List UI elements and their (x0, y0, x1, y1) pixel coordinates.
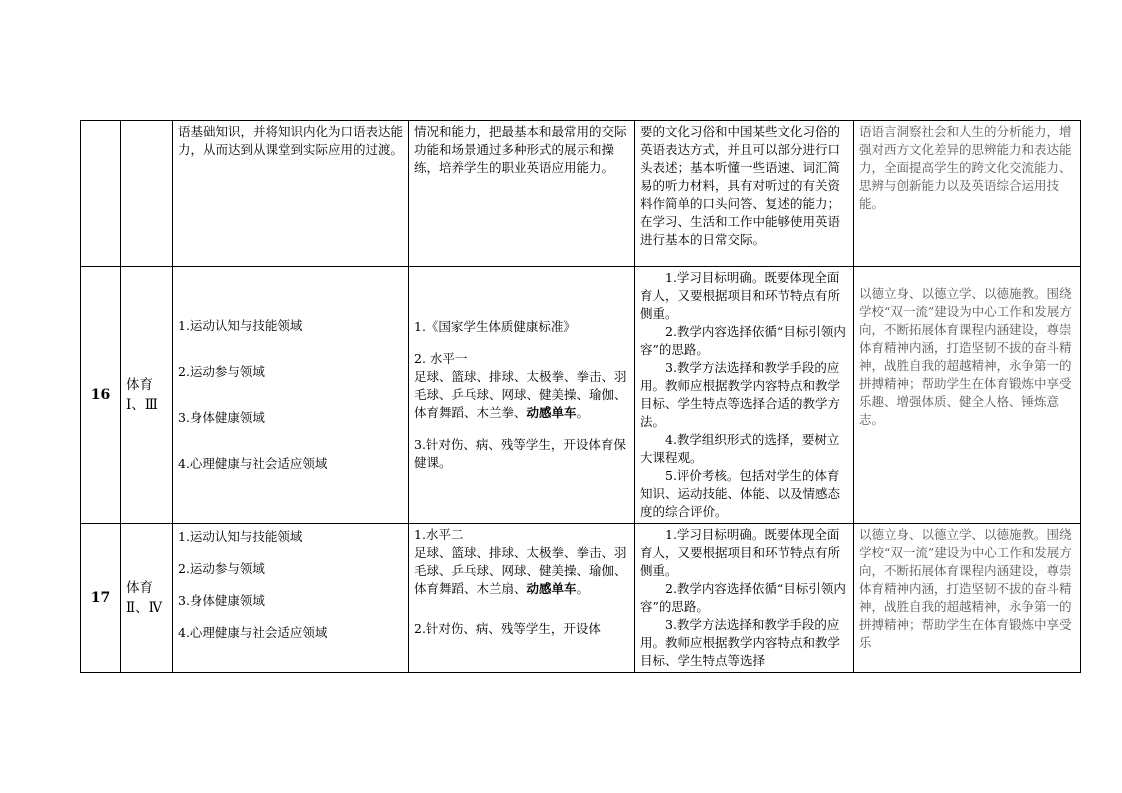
teaching-cell: 情况和能力，把最基本和最常用的交际功能和场景通过多种形式的展示和操练，培养学生的职业英语应用能力。 (409, 121, 635, 267)
teaching-item: 3.针对伤、病、残等学生，开设体育保健课。 (414, 437, 626, 470)
list-item: 1.学习目标明确。既要体现全面育人，又要根据项目和环节特点有所侧重。 (640, 527, 841, 578)
method-cell: 要的文化习俗和中国某些文化习俗的英语表达方式，并且可以部分进行口头表述；基本听懂一些语速、词汇简易的听力材料，具有对听过的有关资料作简单的口头问答、复述的能力；在学习、生活和工作中能够使用英语进行基本的日常交际。 (635, 121, 854, 267)
row-number: 16 (81, 267, 121, 524)
list-item: 2.教学内容选择依循“目标引领内容”的思路。 (640, 324, 846, 357)
content-cell: 语基础知识，并将知识内化为口语表达能力，从而达到从课堂到实际应用的过渡。 (173, 121, 409, 267)
list-item: 1.运动认知与技能领域 (178, 318, 303, 333)
curriculum-table (80, 120, 1081, 673)
teaching-item: 足球、篮球、排球、太极拳、拳击、羽毛球、乒乓球、网球、健美操、瑜伽、体育舞蹈、木兰扇、动感单车。 (414, 545, 627, 596)
course-name-line1: 体育 (126, 377, 153, 393)
course-name-line2: Ⅱ、Ⅳ (126, 600, 163, 616)
table-row (81, 267, 1081, 524)
list-item: 2.运动参与领域 (178, 561, 265, 576)
goal-cell: 语语言洞察社会和人生的分析能力，增强对西方文化差异的思辨能力和表达能力，全面提高学生的跨文化交流能力、思辨与创新能力以及英语综合运用技能。 (854, 121, 1081, 267)
highlight-text: 动感单车 (526, 405, 577, 420)
list-item: 2.教学内容选择依循“目标引领内容”的思路。 (640, 581, 846, 614)
teaching-item-title: 2. 水平一 (414, 351, 468, 366)
list-item: 3.教学方法选择和教学手段的应用。教师应根据教学内容特点和教学目标、学生特点等选择合适的教学方法。 (640, 360, 841, 429)
list-item: 2.运动参与领域 (178, 364, 265, 379)
list-item: 5.评价考核。包括对学生的体育知识、运动技能、体能、以及情感态度的综合评价。 (640, 468, 841, 519)
method-cell (635, 267, 854, 524)
list-item: 4.心理健康与社会适应领域 (178, 625, 328, 640)
course-name-line2: Ⅰ、Ⅲ (126, 397, 158, 413)
list-item: 1.运动认知与技能领域 (178, 529, 303, 544)
teaching-item: 2.针对伤、病、残等学生，开设体 (414, 621, 601, 636)
course-name-line1: 体育 (126, 580, 153, 596)
teaching-cell (409, 524, 635, 673)
method-cell (635, 524, 854, 673)
course-name (121, 524, 173, 673)
row-number: 17 (81, 524, 121, 673)
list-item: 3.教学方法选择和教学手段的应用。教师应根据教学内容特点和教学目标、学生特点等选择 (640, 617, 841, 668)
teaching-cell (409, 267, 635, 524)
course-name (121, 121, 173, 267)
goal-cell: 以德立身、以德立学、以德施教。围绕学校“双一流”建设为中心工作和发展方向，不断拓展体育课程内涵建设，尊崇体育精神内涵，打造坚韧不拔的奋斗精神，战胜自我的超越精神，永争第一的拼搏精神；帮助学生在体育锻炼中享受乐趣、增强体质、健全人格、锤炼意志。 (854, 267, 1081, 524)
list-item: 1.学习目标明确。既要体现全面育人，又要根据项目和环节特点有所侧重。 (640, 270, 841, 321)
list-item: 4.心理健康与社会适应领域 (178, 456, 328, 471)
course-name (121, 267, 173, 524)
highlight-text: 动感单车 (526, 581, 577, 596)
list-item: 4.教学组织形式的选择，要树立大课程观。 (640, 432, 840, 465)
row-number (81, 121, 121, 267)
goal-cell: 以德立身、以德立学、以德施教。围绕学校“双一流”建设为中心工作和发展方向，不断拓展体育课程内涵建设，尊崇体育精神内涵，打造坚韧不拔的奋斗精神，战胜自我的超越精神，永争第一的拼搏精神；帮助学生在体育锻炼中享受乐 (854, 524, 1081, 673)
table-row (81, 121, 1081, 267)
content-cell (173, 524, 409, 673)
table-row (81, 524, 1081, 673)
content-cell (173, 267, 409, 524)
teaching-item: 1.《国家学生体质健康标准》 (414, 319, 576, 334)
list-item: 3.身体健康领域 (178, 410, 265, 425)
teaching-item-title: 1.水平二 (414, 527, 464, 542)
list-item: 3.身体健康领域 (178, 593, 265, 608)
teaching-item: 足球、篮球、排球、太极拳、拳击、羽毛球、乒乓球、网球、健美操、瑜伽、体育舞蹈、木兰拳、动感单车。 (414, 369, 627, 420)
